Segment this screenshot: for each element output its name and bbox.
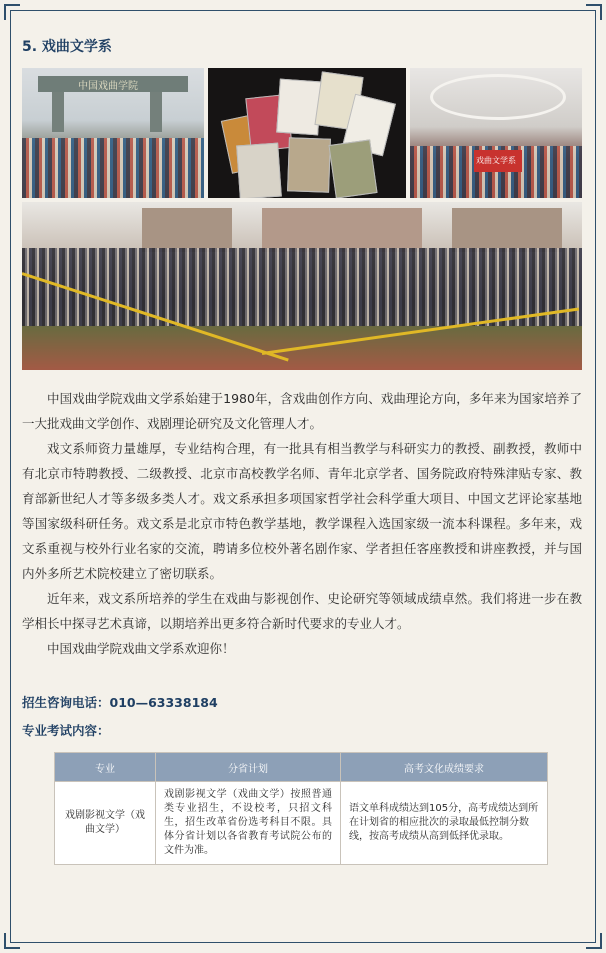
paragraph: 戏文系师资力量雄厚，专业结构合理，有一批具有相当教学与科研实力的教授、副教授，教师中有北京市特聘教授、二级教授、北京市高校教学名师、青年北京学者、国务院政府特殊津贴专家、教育部新世纪人才等多级多类人才。戏文系承担多项国家哲学社会科学重大项目、中国文艺评论家基地等国家级科研任务。戏文系是北京市特色教学基地，教学课程入选国家级一流本科课程。多年来，戏文系重视与校外行业名家的交流，聘请多位校外著名剧作家、学者担任客座教授和讲座教授，并与国内外多所艺术院校建立了密切联系。 [22,441,582,581]
paragraph: 中国戏曲学院戏曲文学系欢迎你！ [47,641,235,656]
cell-requirement: 语文单科成绩达到105分，高考成绩达到所在计划省的相应批次的录取最低控制分数线，按高考成绩从高到低择优录取。 [341,782,548,865]
crowd [22,248,582,326]
photo-books [208,68,406,198]
column-header: 分省计划 [156,753,341,782]
exam-table [54,752,548,865]
banner-text: 戏曲文学系 [476,156,516,165]
book-image [236,143,282,198]
column-header: 高考文化成绩要求 [341,753,548,782]
photo-campus-gate-group [22,68,204,198]
book-image [276,79,322,136]
student-group [22,138,204,198]
article [22,36,582,865]
table-row [55,782,548,865]
corner-ornament [586,4,602,20]
photo-stadium-crowd [22,202,582,370]
column-header: 专业 [55,753,156,782]
table-header-row [55,753,548,782]
corner-ornament [586,933,602,949]
corner-ornament [4,933,20,949]
body-text [22,386,582,661]
paragraph: 中国戏曲学院戏曲文学系始建于1980年，含戏曲创作方向、戏曲理论方向，多年来为国家培养了一大批戏曲文学创作、戏剧理论研究及文化管理人才。 [22,391,582,431]
gate-pillar [150,92,162,132]
building [142,208,232,252]
cell-major: 戏剧影视文学（戏曲文学） [55,782,156,865]
photo-lobby-group [410,68,582,198]
red-banner [474,150,522,172]
section-heading: 5. 戏曲文学系 [22,39,112,55]
corner-ornament [4,4,20,20]
gate-pillar [52,92,64,132]
building [262,208,422,252]
ceiling-ring [430,74,566,120]
cell-plan: 戏剧影视文学（戏曲文学）按照普通类专业招生，不设校考，只招文科生，招生改革省份选考科目不限。具体分省计划以各省教育考试院公布的文件为准。 [156,782,341,865]
photo-row [22,68,582,198]
building [452,208,562,252]
gate-beam [38,76,188,92]
gate-sign-text: 中国戏曲学院 [78,81,138,92]
contact-phone: 招生咨询电话：010—63338184 [22,695,218,710]
paragraph: 近年来，戏文系所培养的学生在戏曲与影视创作、史论研究等领域成绩卓然。我们将进一步在教学相长中探寻艺术真谛，以期培养出更多符合新时代要求的专业人才。 [22,591,582,631]
book-image [328,139,377,198]
exam-label: 专业考试内容： [22,723,110,738]
book-image [287,137,331,192]
